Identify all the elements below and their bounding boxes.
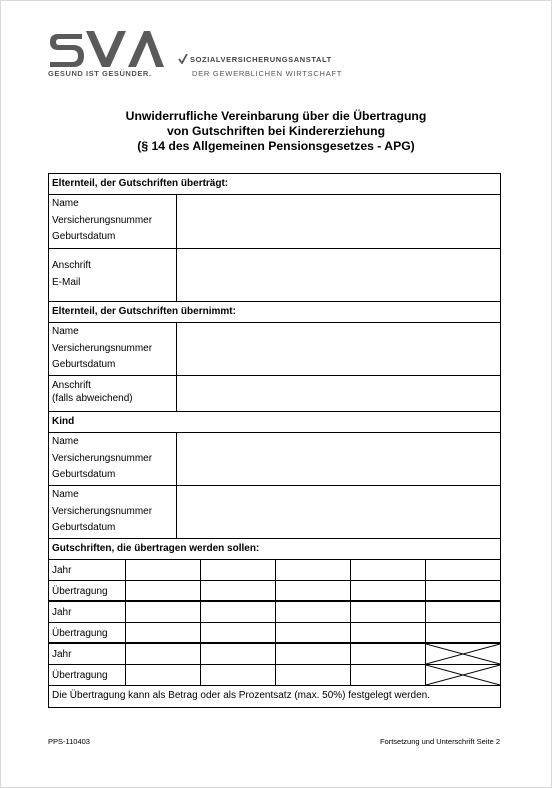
form-code: PPS-110403 [48,737,90,746]
child-2-field[interactable] [177,486,500,538]
year-cell[interactable] [201,644,276,664]
label-birthdate: Geburtsdatum [52,522,116,533]
transfer-cell[interactable] [276,623,351,642]
credits-transfer-row-2 [49,623,500,644]
agreement-form [48,173,501,708]
label-if-different: (falls abweichend) [52,392,133,404]
logo-tagline: GESUND IST GESÜNDER. [48,69,152,78]
transfer-cell[interactable] [126,623,201,642]
label-insurance-number: Versicherungsnummer [52,342,153,354]
label-email: E-Mail [52,276,81,288]
year-cell[interactable] [126,560,201,580]
year-cell[interactable] [426,602,500,622]
child-1-row [49,433,500,486]
title-line-3: (§ 14 des Allgemeinen Pensionsgesetzes - APG) [137,139,415,153]
label-birthdate: Geburtsdatum [52,469,116,480]
year-cell[interactable] [126,602,201,622]
year-cell[interactable] [276,644,351,664]
transfer-cell[interactable] [426,581,500,600]
section-heading-credits: Gutschriften, die übertragen werden sollen: [49,539,500,560]
transfer-cell[interactable] [351,665,426,685]
label-name: Name [52,198,79,209]
cross-out-icon [426,665,500,685]
label-name: Name [52,436,79,447]
year-cell[interactable] [276,602,351,622]
transferring-address-field[interactable] [177,249,500,301]
transfer-cell[interactable] [351,623,426,642]
field-labels [49,195,177,248]
label-transfer: Übertragung [49,623,126,642]
label-address: Anschrift [52,380,91,391]
crossed-out-cell [426,644,500,664]
label-birthdate: Geburtsdatum [52,231,116,242]
credits-year-row-3 [49,644,500,665]
section-heading-receiving: Elternteil, der Gutschriften übernimmt: [49,302,500,323]
label-name: Name [52,326,79,337]
transferring-identity-field[interactable] [177,195,500,248]
title-line-2: von Gutschriften bei Kindererziehung [166,124,386,138]
field-labels [49,249,177,301]
field-labels [49,433,177,485]
year-cell[interactable] [351,644,426,664]
agency-name: SOZIALVERSICHERUNGSANSTALT [190,55,332,64]
credits-year-row-1 [49,560,500,581]
receiving-identity-field[interactable] [177,323,500,375]
cross-out-icon [426,644,500,664]
year-cell[interactable] [201,560,276,580]
continuation-note: Fortsetzung und Unterschrift Seite 2 [379,737,500,746]
label-name: Name [52,489,79,500]
label-insurance-number: Versicherungsnummer [52,214,153,226]
label-year: Jahr [49,560,126,580]
transfer-cell[interactable] [201,665,276,685]
child-2-row [49,486,500,539]
field-labels [49,376,177,411]
transfer-cell[interactable] [126,581,201,600]
credits-transfer-row-1 [49,581,500,602]
year-cell[interactable] [201,602,276,622]
field-labels [49,486,177,538]
transfer-cell[interactable] [276,581,351,600]
year-cell[interactable] [351,560,426,580]
agency-subname: DER GEWERBLICHEN WIRTSCHAFT [192,69,343,78]
label-insurance-number: Versicherungsnummer [52,452,153,464]
section-heading-child: Kind [49,412,500,433]
credits-note: Die Übertragung kann als Betrag oder als Prozentsatz (max. 50%) festgelegt werden. [52,690,430,701]
transfer-cell[interactable] [426,623,500,642]
section-heading-transferring: Elternteil, der Gutschriften überträgt: [49,174,500,195]
checkmark-icon [178,54,188,64]
transfer-cell[interactable] [276,665,351,685]
transfer-cell[interactable] [201,581,276,600]
year-cell[interactable] [126,644,201,664]
credits-transfer-row-3 [49,665,500,686]
sva-logo [48,30,164,68]
receiving-address-row [49,376,500,412]
year-cell[interactable] [426,560,500,580]
label-transfer: Übertragung [49,581,126,600]
label-address: Anschrift [52,260,91,271]
title-line-1: Unwiderrufliche Vereinbarung über die Übertragung [125,109,427,123]
label-birthdate: Geburtsdatum [52,359,116,370]
label-year: Jahr [49,602,126,622]
field-labels [49,323,177,375]
year-cell[interactable] [351,602,426,622]
receiving-identity-row [49,323,500,376]
receiving-address-field[interactable] [177,376,500,411]
crossed-out-cell [426,665,500,685]
transferring-address-row [49,249,500,302]
label-transfer: Übertragung [49,665,126,685]
document-title [0,109,552,154]
label-insurance-number: Versicherungsnummer [52,505,153,517]
credits-year-row-2 [49,602,500,623]
transfer-cell[interactable] [126,665,201,685]
transferring-identity-row [49,195,500,249]
transfer-cell[interactable] [351,581,426,600]
child-1-field[interactable] [177,433,500,485]
label-year: Jahr [49,644,126,664]
transfer-cell[interactable] [201,623,276,642]
year-cell[interactable] [276,560,351,580]
